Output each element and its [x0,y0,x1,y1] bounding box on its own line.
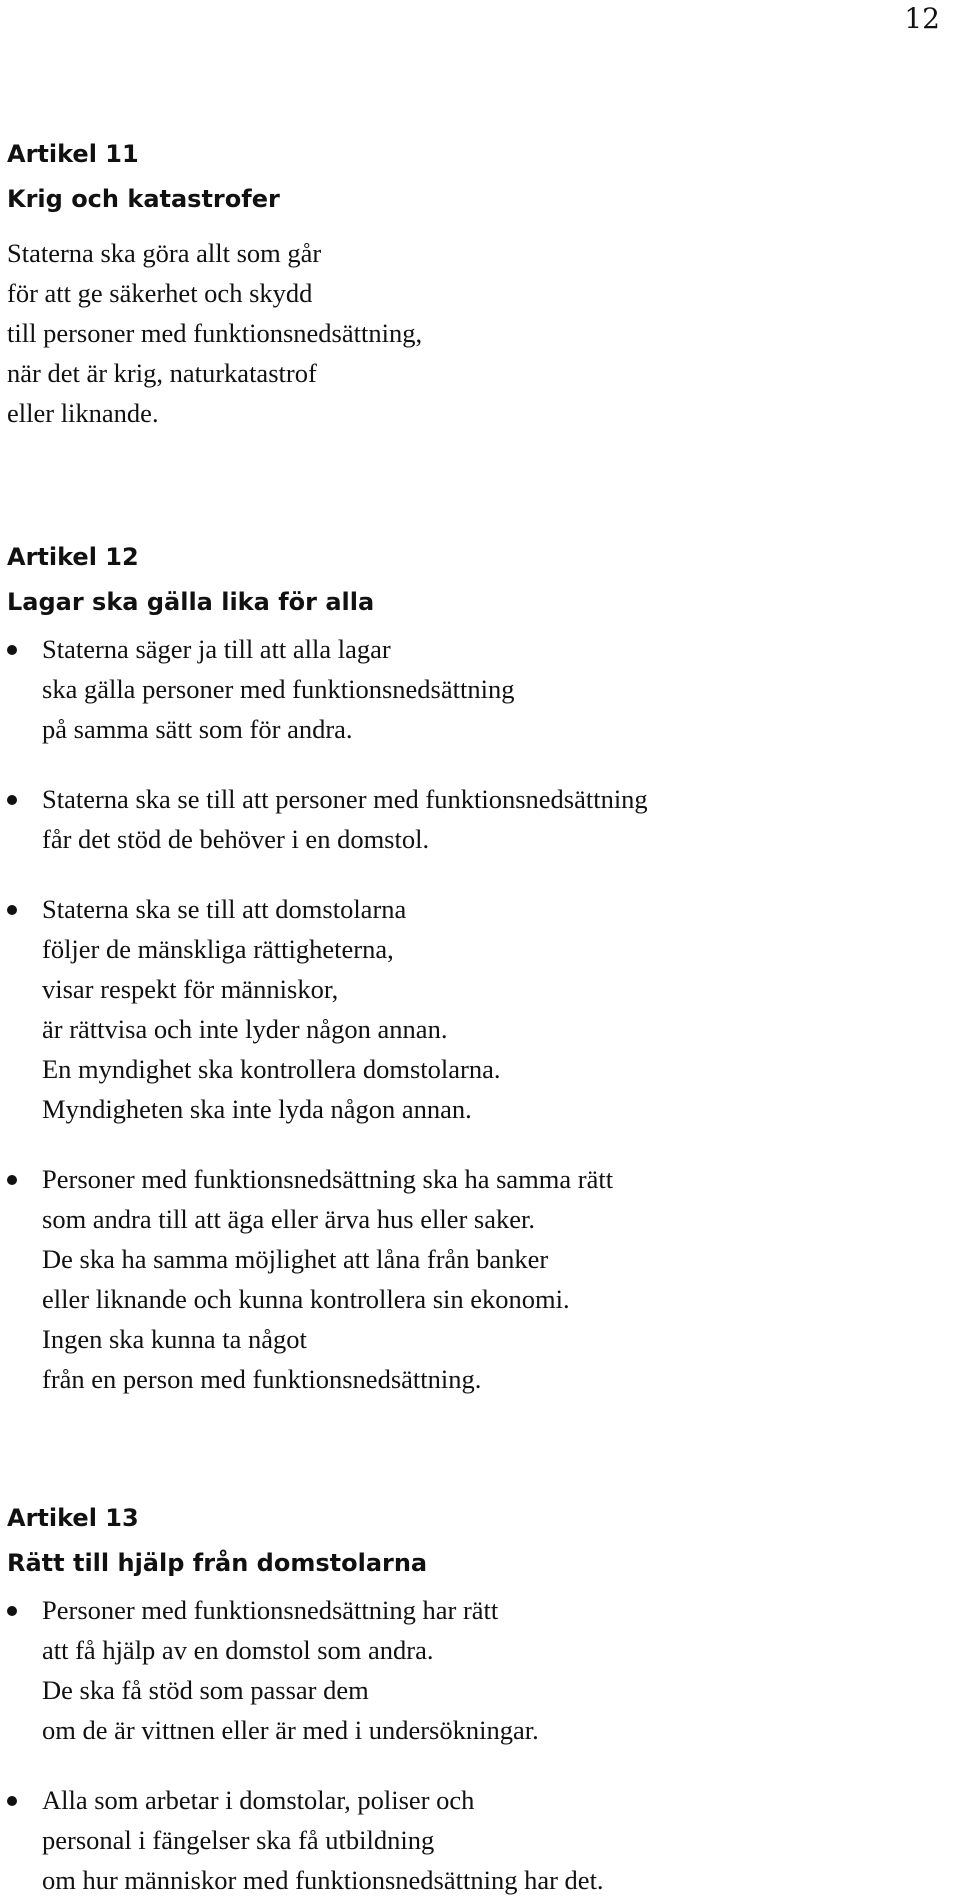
text-line: Staterna ska se till att personer med funktionsnedsättning [42,784,648,814]
bullet-item [7,1159,947,1399]
text-line: till personer med funktionsnedsättning, [7,318,423,348]
text-line: följer de mänskliga rättigheterna, [42,934,394,964]
text-line: får det stöd de behöver i en domstol. [42,824,430,854]
text-line: om de är vittnen eller är med i undersökningar. [42,1715,539,1745]
text-line: om hur människor med funktionsnedsättning har det. [42,1865,604,1895]
article-heading: Artikel 13 [7,1504,139,1532]
text-line: är rättvisa och inte lyder någon annan. [42,1014,448,1044]
text-line: De ska ha samma möjlighet att låna från banker [42,1244,549,1274]
text-line: En myndighet ska kontrollera domstolarna. [42,1054,501,1084]
text-line: för att ge säkerhet och skydd [7,278,313,308]
text-line: personal i fängelser ska få utbildning [42,1825,435,1855]
text-line: Personer med funktionsnedsättning ska ha samma rätt [42,1164,614,1194]
bullet-dot-icon [7,1796,17,1806]
text-line: Staterna ska se till att domstolarna [42,894,407,924]
text-line: Ingen ska kunna ta något [42,1324,307,1354]
bullet-item [7,1590,947,1750]
bullet-list [7,629,947,1399]
bullet-dot-icon [7,645,17,655]
text-line: Personer med funktionsnedsättning har rätt [42,1595,499,1625]
text-line: visar respekt för människor, [42,974,339,1004]
bullet-dot-icon [7,795,17,805]
text-line: som andra till att äga eller ärva hus eller saker. [42,1204,535,1234]
bullet-list [7,1590,947,1900]
text-line: Alla som arbetar i domstolar, poliser och [42,1785,475,1815]
text-line: från en person med funktionsnedsättning. [42,1364,482,1394]
article-heading: Artikel 12 [7,543,139,571]
article-13 [7,1496,947,1900]
bullet-dot-icon [7,905,17,915]
article-title: Krig och katastrofer [7,185,280,213]
page-number: 12 [904,2,940,35]
bullet-dot-icon [7,1606,17,1616]
bullet-dot-icon [7,1175,17,1185]
text-line: att få hjälp av en domstol som andra. [42,1635,434,1665]
text-line: på samma sätt som för andra. [42,714,353,744]
text-line: ska gälla personer med funktionsnedsättning [42,674,515,704]
bullet-item [7,629,947,749]
bullet-item [7,779,947,859]
bullet-item [7,889,947,1129]
article-body [7,233,947,433]
text-line: Myndigheten ska inte lyda någon annan. [42,1094,472,1124]
text-line: när det är krig, naturkatastrof [7,358,317,388]
article-12 [7,535,947,1399]
article-heading: Artikel 11 [7,140,139,168]
bullet-item [7,1780,947,1900]
article-title: Lagar ska gälla lika för alla [7,588,375,616]
text-line: eller liknande och kunna kontrollera sin ekonomi. [42,1284,570,1314]
text-line: De ska få stöd som passar dem [42,1675,369,1705]
text-line: Staterna ska göra allt som går [7,238,322,268]
article-11 [7,132,947,433]
text-line: eller liknande. [7,398,159,428]
text-line: Staterna säger ja till att alla lagar [42,634,391,664]
article-title: Rätt till hjälp från domstolarna [7,1549,428,1577]
